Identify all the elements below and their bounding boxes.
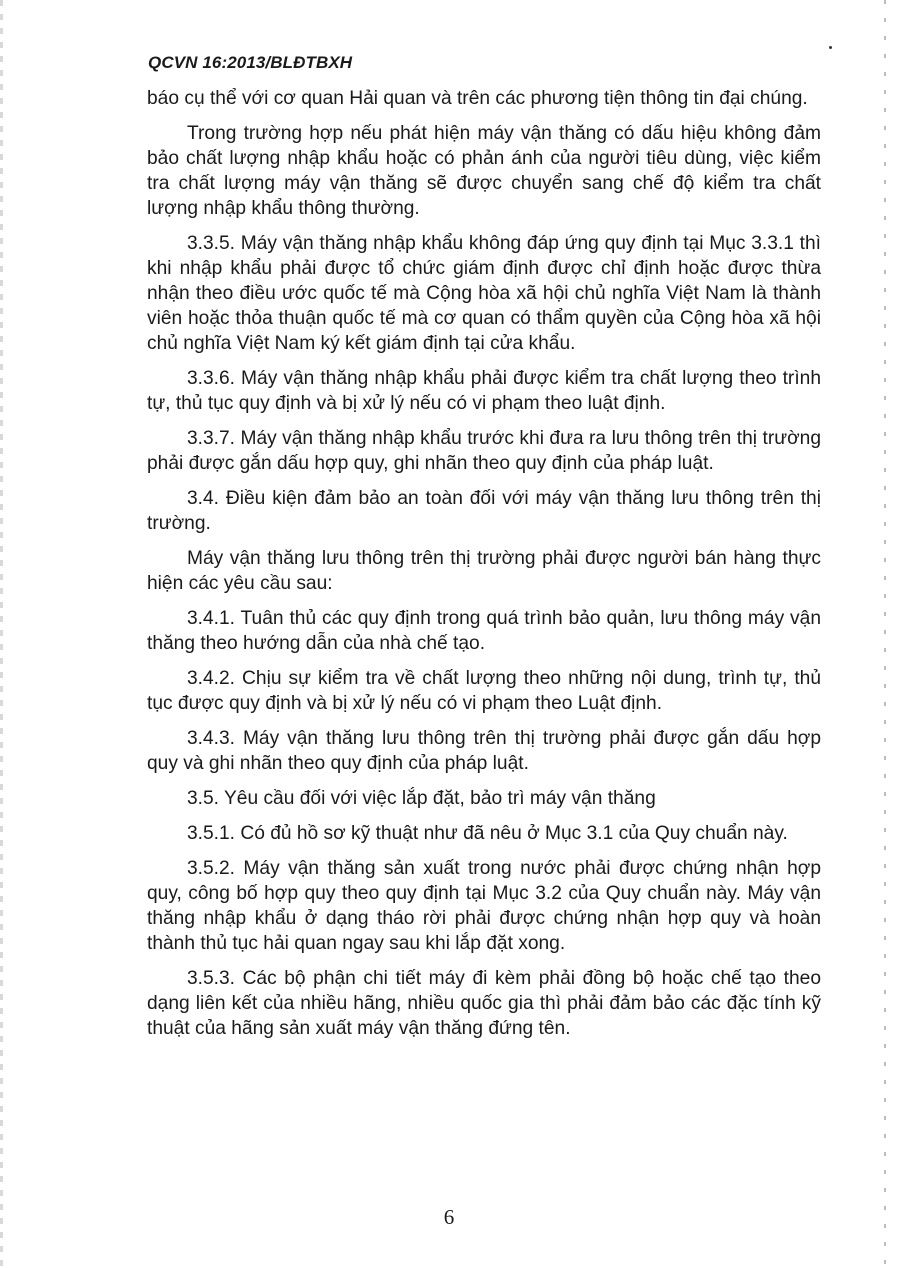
- paragraph-3-4-3: 3.4.3. Máy vận thăng lưu thông trên thị trường phải được gắn dấu hợp quy và ghi nhãn theo quy định của pháp luật.: [147, 728, 821, 774]
- paragraph-inspection-switch: Trong trường hợp nếu phát hiện máy vận thăng có dấu hiệu không đảm bảo chất lượng nhập khẩu hoặc có phản ánh của người tiêu dùng, việc kiểm tra chất lượng máy vận thăng sẽ được chuyển sang chế độ kiểm tra chất lượng nhập khẩu thông thường.: [147, 123, 821, 219]
- scan-edge-right: [884, 0, 886, 1268]
- paragraph-3-4-heading: 3.4. Điều kiện đảm bảo an toàn đối với máy vận thăng lưu thông trên thị trường.: [147, 488, 821, 534]
- scan-speck: [829, 46, 832, 49]
- document-code-header: QCVN 16:2013/BLĐTBXH: [148, 53, 353, 72]
- paragraph-3-4-2: 3.4.2. Chịu sự kiểm tra về chất lượng theo những nội dung, trình tự, thủ tục được quy định và bị xử lý nếu có vi phạm theo Luật định.: [147, 668, 821, 714]
- paragraph-3-4-1: 3.4.1. Tuân thủ các quy định trong quá trình bảo quản, lưu thông máy vận thăng theo hướng dẫn của nhà chế tạo.: [147, 608, 821, 654]
- paragraph-3-3-5: 3.3.5. Máy vận thăng nhập khẩu không đáp ứng quy định tại Mục 3.3.1 thì khi nhập khẩu phải được tổ chức giám định được chỉ định hoặc được thừa nhận theo điều ước quốc tế mà Cộng hòa xã hội chủ nghĩa Việt Nam là thành viên hoặc thỏa thuận quốc tế mà cơ quan có thẩm quyền của Cộng hòa xã hội chủ nghĩa Việt Nam ký kết giám định tại cửa khẩu.: [147, 233, 821, 354]
- paragraph-3-5-1: 3.5.1. Có đủ hồ sơ kỹ thuật như đã nêu ở Mục 3.1 của Quy chuẩn này.: [187, 823, 788, 844]
- paragraph-3-3-7: 3.3.7. Máy vận thăng nhập khẩu trước khi đưa ra lưu thông trên thị trường phải được gắn dấu hợp quy, ghi nhãn theo quy định của pháp luật.: [147, 428, 821, 474]
- paragraph-3-5-3: 3.5.3. Các bộ phận chi tiết máy đi kèm phải đồng bộ hoặc chế tạo theo dạng liên kết của nhiều hãng, nhiều quốc gia thì phải đảm bảo các đặc tính kỹ thuật của hãng sản xuất máy vận thăng đứng tên.: [147, 968, 821, 1039]
- paragraph-continuation: báo cụ thể với cơ quan Hải quan và trên các phương tiện thông tin đại chúng.: [147, 88, 808, 109]
- page-number: 6: [443, 1205, 455, 1229]
- paragraph-3-5-2: 3.5.2. Máy vận thăng sản xuất trong nước phải được chứng nhận hợp quy, công bố hợp quy theo quy định tại Mục 3.2 của Quy chuẩn này. Máy vận thăng nhập khẩu ở dạng tháo rời phải được chứng nhận hợp quy và hoàn thành thủ tục hải quan ngay sau khi lắp đặt xong.: [147, 858, 821, 954]
- paragraph-3-5-heading: 3.5. Yêu cầu đối với việc lắp đặt, bảo trì máy vận thăng: [187, 788, 656, 809]
- document-body: [147, 86, 821, 1051]
- scan-edge-left: [0, 0, 3, 1268]
- paragraph-3-3-6: 3.3.6. Máy vận thăng nhập khẩu phải được kiểm tra chất lượng theo trình tự, thủ tục quy định và bị xử lý nếu có vi phạm theo luật định.: [147, 368, 821, 414]
- paragraph-3-4-intro: Máy vận thăng lưu thông trên thị trường phải được người bán hàng thực hiện các yêu cầu sau:: [147, 548, 821, 594]
